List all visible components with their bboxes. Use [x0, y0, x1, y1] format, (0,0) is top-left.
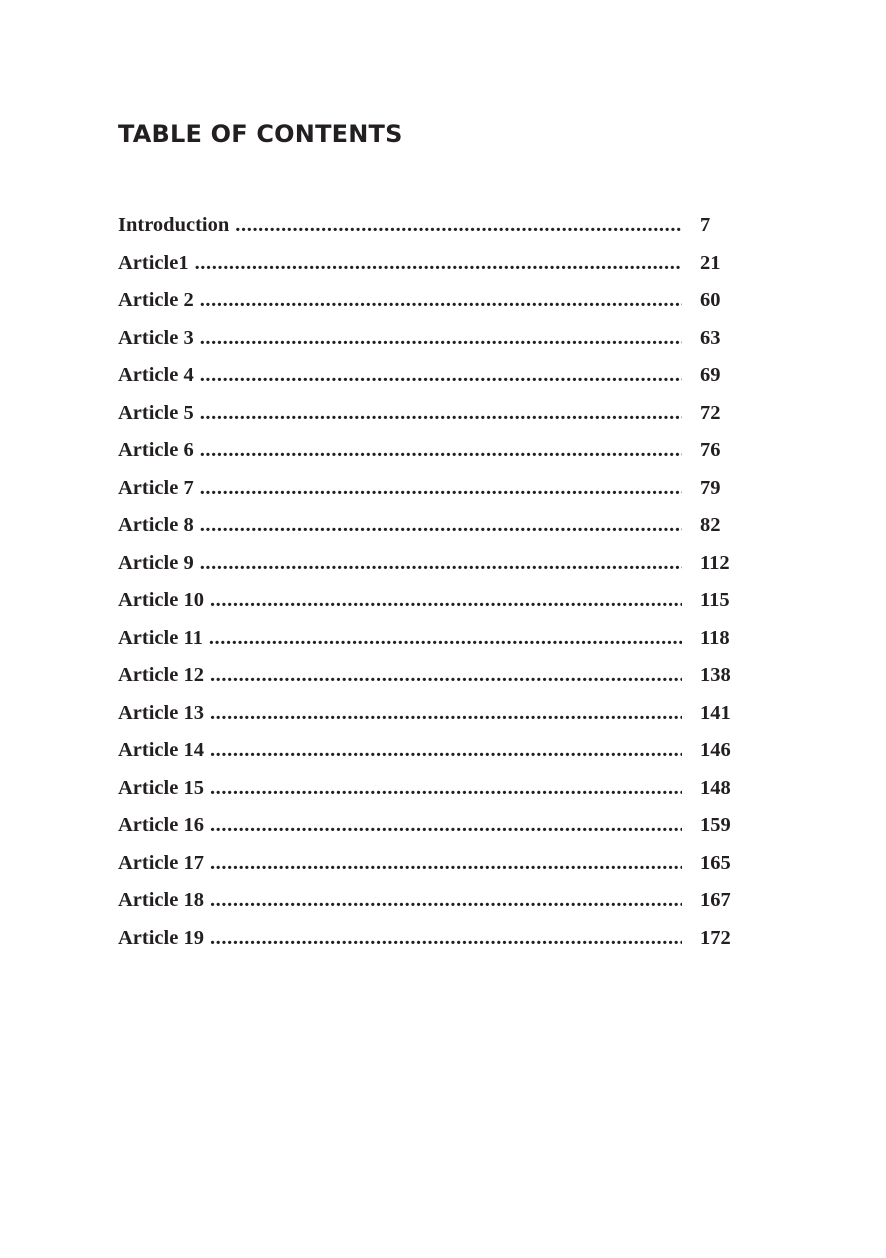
toc-entry-label: Article 19 [118, 926, 204, 949]
toc-entry-page-number: 138 [700, 664, 731, 687]
toc-entry-label: Article 7 [118, 476, 194, 499]
toc-entry-page-number: 21 [700, 251, 721, 274]
toc-entry-label: Article 4 [118, 364, 194, 387]
toc-entry [118, 845, 758, 883]
toc-entry [118, 432, 758, 470]
toc-dot-leader [209, 627, 682, 650]
toc-entry [118, 807, 758, 845]
toc-entry-page-number: 115 [700, 589, 730, 612]
toc-entry-page-number: 172 [700, 926, 731, 949]
toc-dot-leader [200, 552, 682, 575]
toc-dot-leader [210, 777, 682, 800]
toc-dot-leader [200, 477, 682, 500]
toc-entry [118, 920, 758, 958]
toc-entry [118, 245, 758, 283]
toc-entry-label: Article 11 [118, 626, 203, 649]
toc-entry [118, 282, 758, 320]
toc-entry-page-number: 146 [700, 739, 731, 762]
toc-entry-page-number: 82 [700, 514, 721, 537]
toc-entry-page-number: 141 [700, 701, 731, 724]
toc-dot-leader [235, 214, 682, 237]
toc-entry-label: Article 13 [118, 701, 204, 724]
toc-entry-label: Article 10 [118, 589, 204, 612]
toc-dot-leader [210, 664, 682, 687]
toc-entry [118, 470, 758, 508]
toc-entry [118, 357, 758, 395]
toc-dot-leader [210, 589, 682, 612]
toc-entry-page-number: 165 [700, 851, 731, 874]
toc-entry-label: Article 5 [118, 401, 194, 424]
toc-entry [118, 395, 758, 433]
toc-entry-page-number: 79 [700, 476, 721, 499]
toc-entry [118, 582, 758, 620]
toc-dot-leader [210, 927, 682, 950]
toc-entry-page-number: 167 [700, 889, 731, 912]
toc-entry-page-number: 76 [700, 439, 721, 462]
toc-entry [118, 695, 758, 733]
toc-entry [118, 882, 758, 920]
toc-entry-label: Article 6 [118, 439, 194, 462]
toc-entry-page-number: 118 [700, 626, 730, 649]
toc-entry-label: Article 17 [118, 851, 204, 874]
toc-dot-leader [200, 289, 682, 312]
toc-entry-label: Article 15 [118, 776, 204, 799]
toc-entry-label: Article 12 [118, 664, 204, 687]
toc-entry-page-number: 63 [700, 326, 721, 349]
toc-entry [118, 732, 758, 770]
toc-entry-page-number: 60 [700, 289, 721, 312]
toc-entry-label: Article 2 [118, 289, 194, 312]
toc-entry [118, 207, 758, 245]
toc-dot-leader [210, 814, 682, 837]
toc-entry-label: Article1 [118, 251, 189, 274]
toc-entry-page-number: 159 [700, 814, 731, 837]
toc-dot-leader [200, 514, 682, 537]
toc-entry-page-number: 148 [700, 776, 731, 799]
toc-dot-leader [210, 702, 682, 725]
toc-entry [118, 507, 758, 545]
toc-dot-leader [210, 852, 682, 875]
toc-entry [118, 320, 758, 358]
toc-entry-label: Article 18 [118, 889, 204, 912]
toc-dot-leader [200, 364, 682, 387]
toc-entry-label: Article 3 [118, 326, 194, 349]
toc-entry-page-number: 69 [700, 364, 721, 387]
toc-dot-leader [200, 402, 682, 425]
toc-entry-label: Introduction [118, 214, 230, 237]
toc-dot-leader [210, 739, 682, 762]
page-title: TABLE OF CONTENTS [118, 120, 403, 148]
toc-entry-page-number: 112 [700, 551, 730, 574]
toc-entry-page-number: 72 [700, 401, 721, 424]
toc-entry [118, 657, 758, 695]
toc-entry-label: Article 9 [118, 551, 194, 574]
toc-dot-leader [200, 439, 682, 462]
toc-entry [118, 620, 758, 658]
toc-dot-leader [195, 252, 682, 275]
toc-dot-leader [200, 327, 682, 350]
toc-entry-label: Article 8 [118, 514, 194, 537]
toc-entry-page-number: 7 [700, 214, 711, 237]
toc-list [118, 207, 758, 957]
toc-entry [118, 545, 758, 583]
toc-dot-leader [210, 889, 682, 912]
toc-entry [118, 770, 758, 808]
toc-entry-label: Article 16 [118, 814, 204, 837]
toc-entry-label: Article 14 [118, 739, 204, 762]
